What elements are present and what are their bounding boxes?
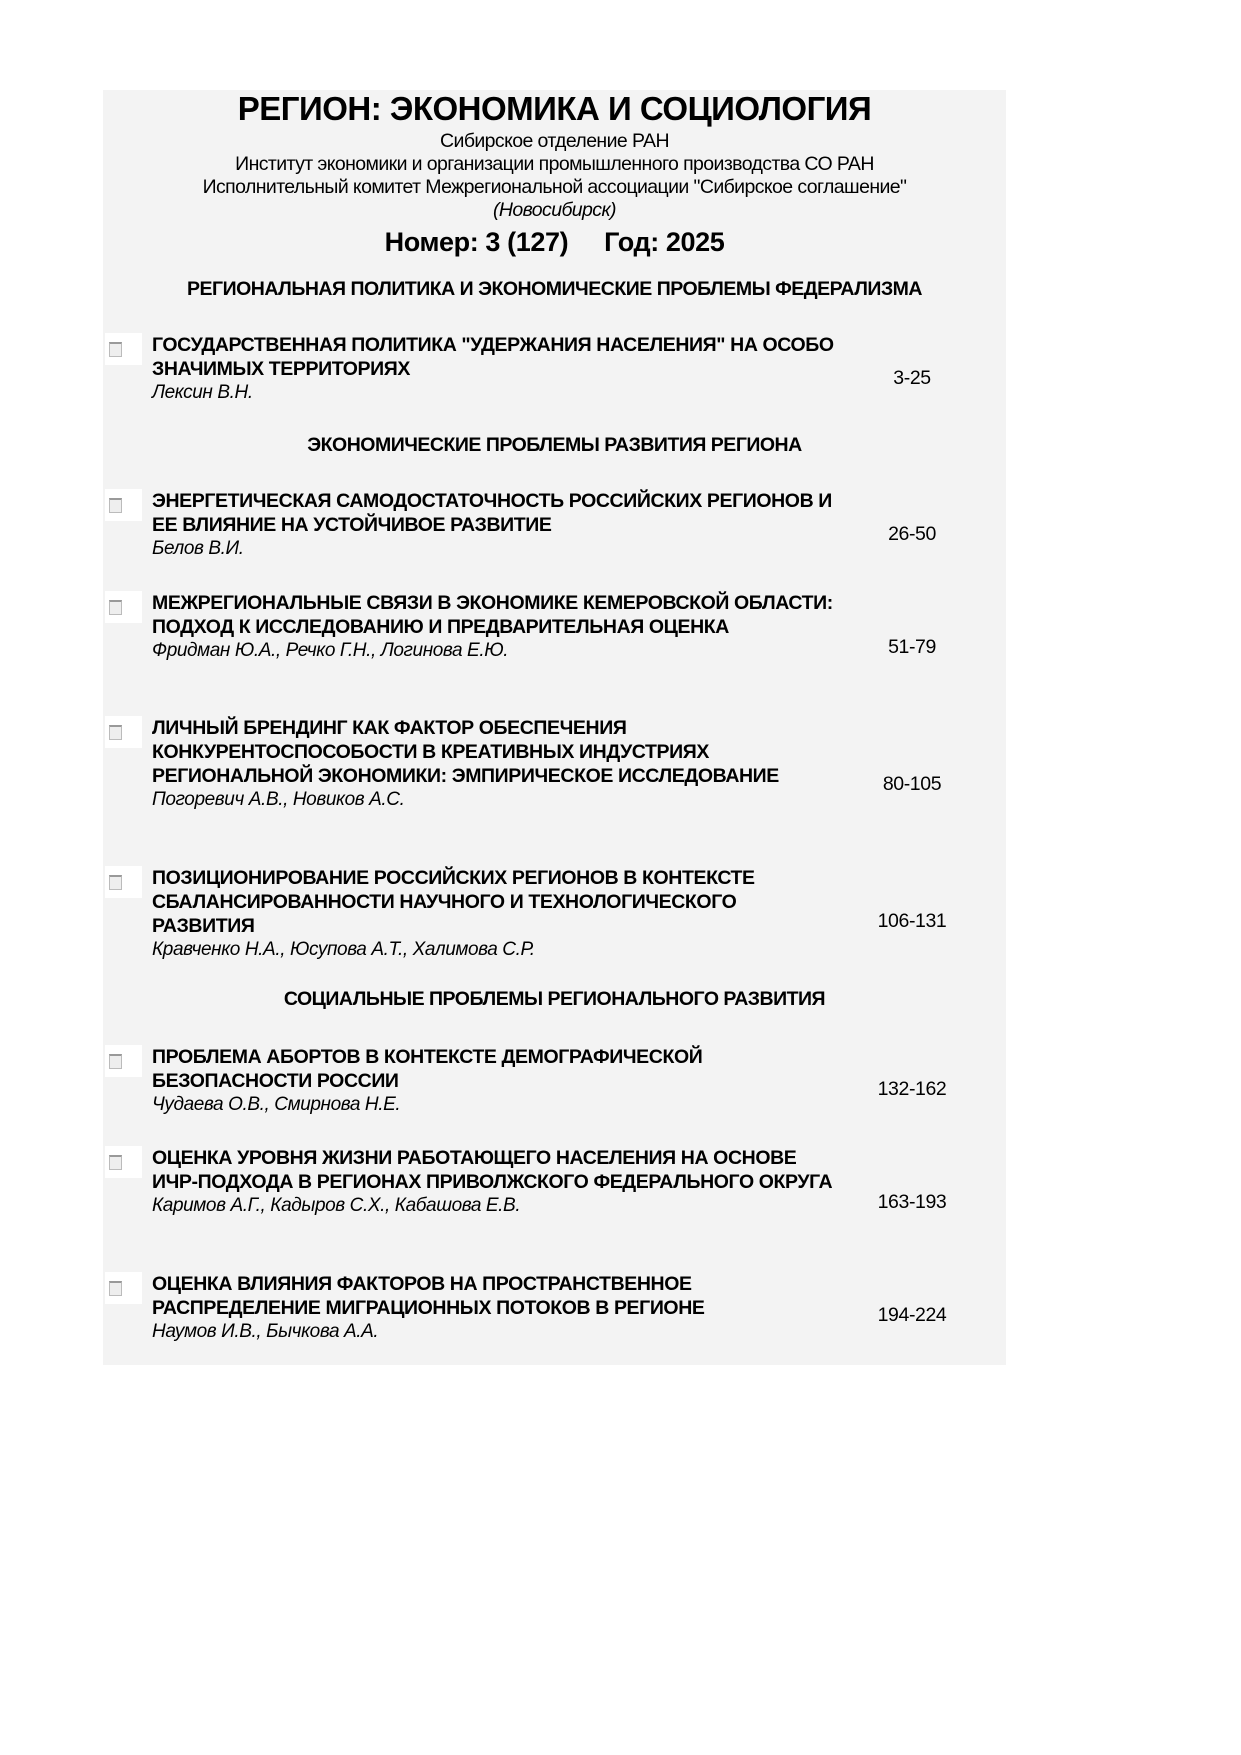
checkbox-icon [109,600,122,615]
article-title-link[interactable]: ЭНЕРГЕТИЧЕСКАЯ САМОДОСТАТОЧНОСТЬ РОССИЙСКИХ РЕГИОНОВ И ЕЕ ВЛИЯНИЕ НА УСТОЙЧИВОЕ РАЗВИТИЕ [152,490,832,536]
checkbox-icon [109,342,122,357]
section-heading: СОЦИАЛЬНЫЕ ПРОБЛЕМЫ РЕГИОНАЛЬНОГО РАЗВИТИЯ [283,988,826,1010]
article-entry [152,489,842,561]
article-pages: 26-50 [888,523,936,545]
checkbox-icon [109,498,122,513]
checkbox-icon [109,875,122,890]
article-checkbox[interactable] [105,591,142,623]
article-title-link[interactable]: ПОЗИЦИОНИРОВАНИЕ РОССИЙСКИХ РЕГИОНОВ В КОНТЕКСТЕ СБАЛАНСИРОВАННОСТИ НАУЧНОГО И ТЕХНОЛОГИЧЕСКОГО РАЗВИТИЯ [152,867,755,937]
article-entry [152,1146,842,1218]
article-title-link[interactable]: ОЦЕНКА ВЛИЯНИЯ ФАКТОРОВ НА ПРОСТРАНСТВЕННОЕ РАСПРЕДЕЛЕНИЕ МИГРАЦИОННЫХ ПОТОКОВ В РЕГИОНЕ [152,1273,705,1319]
article-pages: 163-193 [877,1191,947,1213]
article-entry [152,1045,842,1117]
article-pages: 80-105 [882,773,942,795]
article-pages: 194-224 [877,1304,947,1326]
article-authors: Фридман Ю.А., Речко Г.Н., Логинова Е.Ю. [152,640,509,661]
checkbox-icon [109,1054,122,1069]
checkbox-icon [109,1281,122,1296]
article-title-link[interactable]: ПРОБЛЕМА АБОРТОВ В КОНТЕКСТЕ ДЕМОГРАФИЧЕСКОЙ БЕЗОПАСНОСТИ РОССИИ [152,1046,703,1092]
article-title-link[interactable]: ЛИЧНЫЙ БРЕНДИНГ КАК ФАКТОР ОБЕСПЕЧЕНИЯ КОНКУРЕНТОСПОСОБОСТИ В КРЕАТИВНЫХ ИНДУСТРИЯХ РЕГИОНАЛЬНОЙ ЭКОНОМИКИ: ЭМПИРИЧЕСКОЕ ИССЛЕДОВАНИЕ [152,717,779,787]
publisher-3: Исполнительный комитет Межрегиональной ассоциации "Сибирское соглашение" [202,176,907,198]
article-entry [152,333,842,405]
article-entry [152,1272,842,1344]
article-authors: Наумов И.В., Бычкова А.А. [152,1321,379,1342]
publisher-1: Сибирское отделение РАН [440,130,669,152]
article-authors: Каримов А.Г., Кадыров С.Х., Кабашова Е.В. [152,1195,521,1216]
article-title-link[interactable]: ОЦЕНКА УРОВНЯ ЖИЗНИ РАБОТАЮЩЕГО НАСЕЛЕНИЯ НА ОСНОВЕ ИЧР-ПОДХОДА В РЕГИОНАХ ПРИВОЛЖСКОГО ФЕДЕРАЛЬНОГО ОКРУГА [152,1147,833,1193]
article-pages: 132-162 [877,1078,947,1100]
checkbox-icon [109,1155,122,1170]
section-heading: РЕГИОНАЛЬНАЯ ПОЛИТИКА И ЭКОНОМИЧЕСКИЕ ПРОБЛЕМЫ ФЕДЕРАЛИЗМА [187,278,922,300]
article-checkbox[interactable] [105,866,142,898]
checkbox-icon [109,725,122,740]
article-authors: Погоревич А.В., Новиков А.С. [152,789,405,810]
publisher-2: Институт экономики и организации промышленного производства СО РАН [235,153,874,175]
article-entry [152,866,842,962]
article-pages: 106-131 [877,910,947,932]
article-entry [152,591,842,663]
article-title-link[interactable]: МЕЖРЕГИОНАЛЬНЫЕ СВЯЗИ В ЭКОНОМИКЕ КЕМЕРОВСКОЙ ОБЛАСТИ: ПОДХОД К ИССЛЕДОВАНИЮ И ПРЕДВАРИТЕЛЬНАЯ ОЦЕНКА [152,592,833,638]
article-authors: Чудаева О.В., Смирнова Н.Е. [152,1094,401,1115]
article-checkbox[interactable] [105,1272,142,1304]
article-authors: Кравченко Н.А., Юсупова А.Т., Халимова С.Р. [152,939,535,960]
article-title-link[interactable]: ГОСУДАРСТВЕННАЯ ПОЛИТИКА "УДЕРЖАНИЯ НАСЕЛЕНИЯ" НА ОСОБО ЗНАЧИМЫХ ТЕРРИТОРИЯХ [152,334,834,380]
issue-year: Год: 2025 [604,227,725,257]
article-pages: 3-25 [893,367,931,389]
article-checkbox[interactable] [105,716,142,748]
section-heading: ЭКОНОМИЧЕСКИЕ ПРОБЛЕМЫ РАЗВИТИЯ РЕГИОНА [307,434,802,456]
article-entry [152,716,842,812]
article-checkbox[interactable] [105,489,142,521]
article-checkbox[interactable] [105,1045,142,1077]
article-authors: Лексин В.Н. [152,382,253,403]
article-checkbox[interactable] [105,1146,142,1178]
city: (Новосибирск) [493,199,616,221]
issue-info [103,227,1006,258]
issue-number: Номер: 3 (127) [384,227,569,257]
journal-title: РЕГИОН: ЭКОНОМИКА И СОЦИОЛОГИЯ [237,90,872,127]
article-pages: 51-79 [888,636,936,658]
article-authors: Белов В.И. [152,538,244,559]
article-checkbox[interactable] [105,333,142,365]
